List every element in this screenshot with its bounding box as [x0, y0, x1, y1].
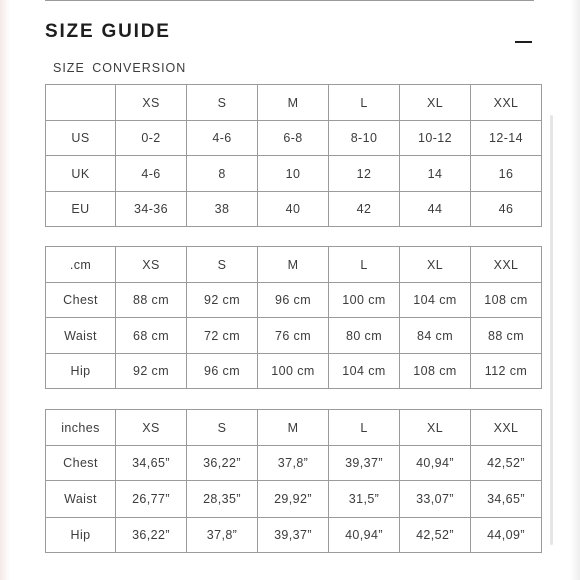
column-header: XL: [400, 410, 471, 446]
table-cell: 42: [329, 192, 400, 227]
table-cell: 39,37”: [329, 446, 400, 481]
table-cell: 96 cm: [187, 354, 258, 389]
table-cell: 0-2: [116, 121, 187, 156]
column-header: XXL: [471, 247, 542, 283]
table-cell: 34-36: [116, 192, 187, 227]
table-row: [46, 518, 542, 553]
table-cell: 14: [400, 156, 471, 192]
table-cell: 42,52”: [400, 518, 471, 553]
table-cell: 4-6: [187, 121, 258, 156]
column-header: S: [187, 85, 258, 121]
table-cell: 76 cm: [258, 318, 329, 354]
row-label: Chest: [46, 446, 116, 481]
table-cell: 92 cm: [187, 283, 258, 318]
table-cell: 12-14: [471, 121, 542, 156]
table-cell: 92 cm: [116, 354, 187, 389]
table-cell: 44,09”: [471, 518, 542, 553]
row-label: EU: [46, 192, 116, 227]
table-header-row: [46, 85, 542, 121]
table-cell: 12: [329, 156, 400, 192]
minus-icon: [515, 41, 532, 43]
table-row: [46, 481, 542, 518]
table-cell: 100 cm: [329, 283, 400, 318]
table-cell: 34,65”: [471, 481, 542, 518]
section-subtitle: SIZE CONVERSION: [53, 61, 187, 75]
row-label: Waist: [46, 318, 116, 354]
column-header: XXL: [471, 410, 542, 446]
column-header: XXL: [471, 85, 542, 121]
page-title: SIZE GUIDE: [45, 21, 171, 42]
size-conversion-table: [45, 84, 542, 227]
column-header: M: [258, 410, 329, 446]
row-label: Hip: [46, 354, 116, 389]
table-cell: 4-6: [116, 156, 187, 192]
column-header: M: [258, 247, 329, 283]
table-row: [46, 318, 542, 354]
table-row: [46, 354, 542, 389]
left-edge-shadow: [0, 0, 10, 580]
table-cell: 36,22”: [116, 518, 187, 553]
table-cell: 84 cm: [400, 318, 471, 354]
table-row: [46, 446, 542, 481]
column-header: L: [329, 410, 400, 446]
table-cell: 108 cm: [471, 283, 542, 318]
column-header: XS: [116, 247, 187, 283]
table-cell: 42,52”: [471, 446, 542, 481]
column-header: XS: [116, 85, 187, 121]
table-cell: 46: [471, 192, 542, 227]
column-header: XS: [116, 410, 187, 446]
table-cell: 39,37”: [258, 518, 329, 553]
table-cell: 8-10: [329, 121, 400, 156]
table-cell: 10: [258, 156, 329, 192]
column-header: XL: [400, 85, 471, 121]
table-cell: 100 cm: [258, 354, 329, 389]
row-label: Waist: [46, 481, 116, 518]
table-cell: 72 cm: [187, 318, 258, 354]
table-cell: 44: [400, 192, 471, 227]
table-cell: 36,22”: [187, 446, 258, 481]
table-cell: 88 cm: [471, 318, 542, 354]
table-cell: 40,94”: [329, 518, 400, 553]
table-row: [46, 192, 542, 227]
top-divider: [45, 0, 534, 1]
row-label: Chest: [46, 283, 116, 318]
scrollbar[interactable]: [550, 115, 553, 545]
table-cell: 80 cm: [329, 318, 400, 354]
table-header-row: [46, 247, 542, 283]
column-header: M: [258, 85, 329, 121]
table-corner-label: .cm: [46, 247, 116, 283]
table-cell: 112 cm: [471, 354, 542, 389]
table-row: [46, 156, 542, 192]
row-label: Hip: [46, 518, 116, 553]
table-cell: 34,65”: [116, 446, 187, 481]
collapse-button[interactable]: [515, 31, 533, 51]
column-header: L: [329, 247, 400, 283]
right-edge-shadow: [570, 0, 580, 580]
table-corner-label: inches: [46, 410, 116, 446]
table-row: [46, 121, 542, 156]
column-header: S: [187, 410, 258, 446]
column-header: S: [187, 247, 258, 283]
column-header: XL: [400, 247, 471, 283]
table-cell: 33,07”: [400, 481, 471, 518]
table-cell: 104 cm: [400, 283, 471, 318]
table-cell: 40,94”: [400, 446, 471, 481]
row-label: UK: [46, 156, 116, 192]
table-cell: 96 cm: [258, 283, 329, 318]
table-cell: 68 cm: [116, 318, 187, 354]
column-header: L: [329, 85, 400, 121]
table-cell: 26,77”: [116, 481, 187, 518]
table-cell: 104 cm: [329, 354, 400, 389]
table-cell: 88 cm: [116, 283, 187, 318]
row-label: US: [46, 121, 116, 156]
cm-measurements-table: [45, 246, 542, 389]
inch-measurements-table: [45, 409, 542, 553]
table-cell: 38: [187, 192, 258, 227]
table-cell: 29,92”: [258, 481, 329, 518]
table-cell: 6-8: [258, 121, 329, 156]
table-cell: 37,8”: [187, 518, 258, 553]
table-cell: 8: [187, 156, 258, 192]
table-cell: 108 cm: [400, 354, 471, 389]
table-cell: 28,35”: [187, 481, 258, 518]
table-cell: 10-12: [400, 121, 471, 156]
table-cell: 31,5”: [329, 481, 400, 518]
table-cell: 16: [471, 156, 542, 192]
table-cell: 40: [258, 192, 329, 227]
table-header-row: [46, 410, 542, 446]
table-row: [46, 283, 542, 318]
table-corner-label: [46, 85, 116, 121]
table-cell: 37,8”: [258, 446, 329, 481]
